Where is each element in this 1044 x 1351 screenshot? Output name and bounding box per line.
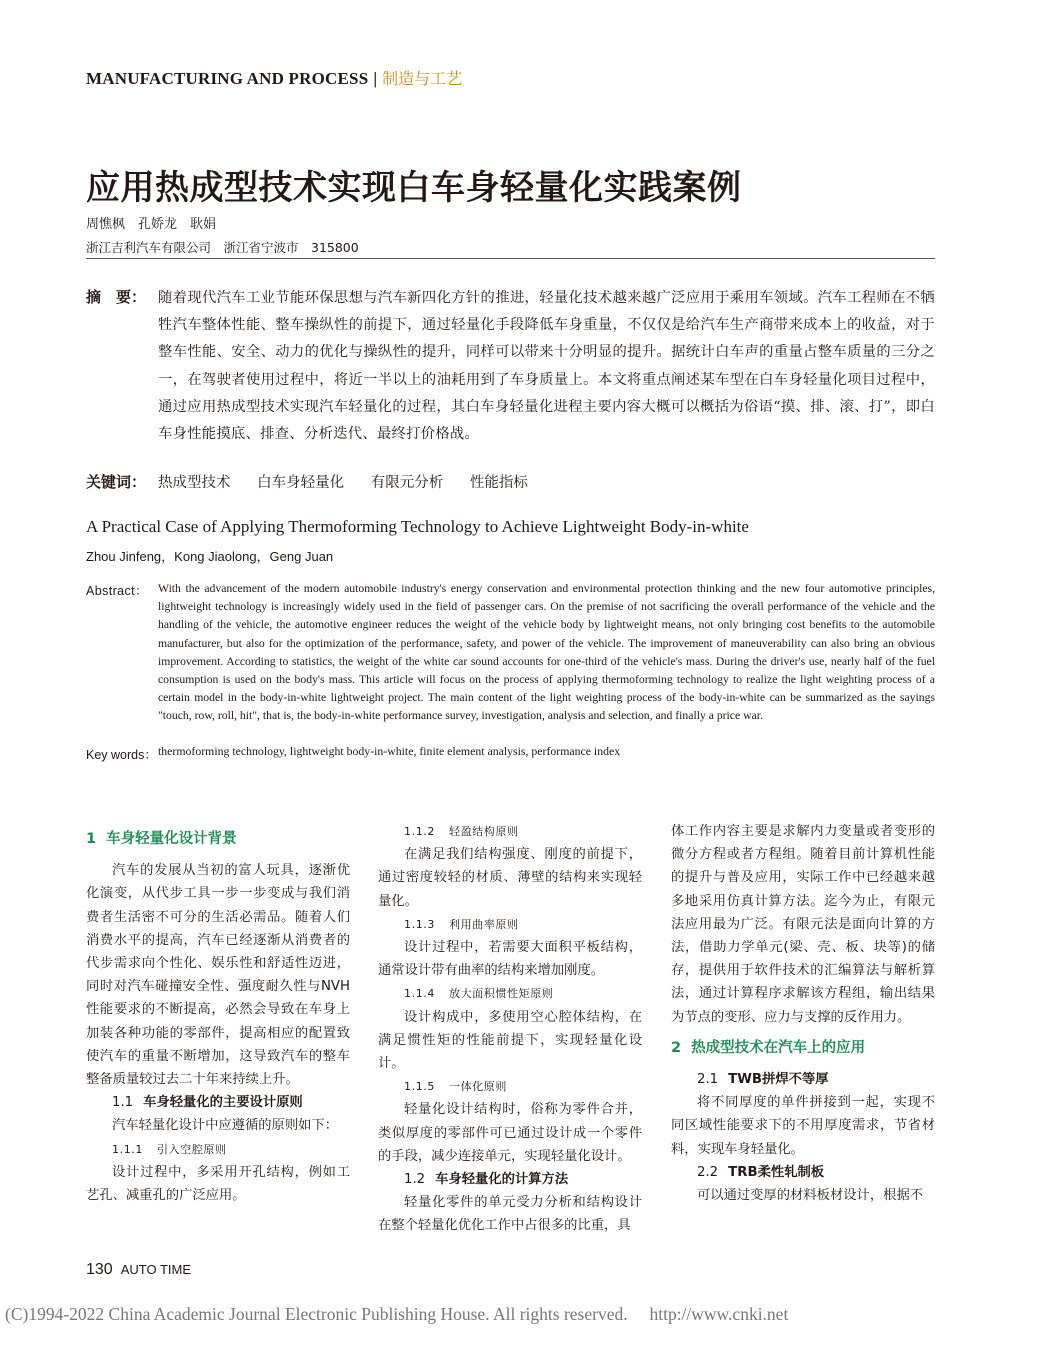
section-heading: 1 车身轻量化设计背景	[86, 831, 237, 847]
subsubsection-heading: 1.1.1 引入空腔原则	[112, 1142, 227, 1156]
paragraph: 轻量化设计结构时，俗称为零件合并，类似厚度的零部件可已通过设计成一个零件的手段，减少连接单元，实现轻量化设计。	[378, 1102, 642, 1164]
header-rule	[86, 258, 935, 259]
subsection-heading: 2.2 TRB柔性轧制板	[697, 1164, 825, 1180]
article-authors-en: Zhou Jinfeng，Kong Jiaolong，Geng Juan	[86, 549, 334, 564]
keyword-cn: 白车身轻量化	[257, 475, 345, 491]
subsection-heading: 1.2 车身轻量化的计算方法	[404, 1172, 569, 1188]
paragraph: 体工作内容主要是求解内力变量或者变形的微分方程或者方程组。随着目前计算机性能的提升与普及应用，实际工作中已经越来越多地采用仿真计算方法。迄今为止，有限元法应用最为广泛。有限元法是面向计算的方法，借助力学单元(梁、壳、板、块等)的储存，提供用于软件技术的汇编算法与解析算法，通过计算程序求解该方程组，输出结果为节点的变形、应力与支撑的反作用力。	[671, 824, 935, 1025]
abstract-en-label: Abstract：	[86, 584, 148, 598]
subsubsection-heading: 1.1.5 一体化原则	[404, 1080, 507, 1094]
paragraph: 汽车轻量化设计中应遵循的原则如下：	[112, 1118, 339, 1134]
keyword-cn: 性能指标	[469, 475, 528, 491]
keywords-en: thermoforming technology, lightweight body-in-white, finite element analysis, performance index	[158, 744, 621, 758]
article-authors: 周憔枫 孔娇龙 耿娟	[86, 217, 217, 232]
journal-name: AUTO TIME	[120, 1262, 192, 1277]
subsection-heading: 2.1 TWB拼焊不等厚	[697, 1072, 829, 1088]
section-name-cn: 制造与工艺	[382, 69, 463, 88]
subsubsection-heading: 1.1.3 利用曲率原则	[404, 917, 519, 931]
paragraph: 将不同厚度的单件拼接到一起，实现不同区域性能要求下的不用厚度需求，节省材料，实现车身轻量化。	[671, 1095, 935, 1157]
section-name-en: MANUFACTURING AND PROCESS	[86, 69, 369, 88]
article-title-en: A Practical Case of Applying Thermoforming Technology to Achieve Lightweight Body-in-white	[86, 517, 749, 536]
article-affiliation: 浙江吉利汽车有限公司 浙江省宁波市 315800	[86, 240, 359, 255]
paragraph: 设计过程中，若需要大面积平板结构，通常设计带有曲率的结构来增加刚度。	[378, 940, 642, 979]
paragraph: 设计过程中，多采用开孔结构，例如工艺孔、减重孔的广泛应用。	[86, 1164, 350, 1204]
subsubsection-heading: 1.1.4 放大面积惯性矩原则	[404, 987, 554, 1001]
section-heading: 2 热成型技术在汽车上的应用	[671, 1039, 866, 1056]
abstract-en-text: With the advancement of the modern automobile industry's energy conservation and environmental protection thinking and the new four automotive principles, lightweight technology is increasingly widely used in the field of passenger cars. On the premise of not sacrificing the overall performance of the vehicle and the handling of the vehicle, the automotive engineer reduces the weight of the vehicle body by lightweight means, not only bringing cost benefits to the automobile manufacturer, but also for the optimization of the performance, safety, and power of the vehicle. The improvement of maneuverability can also bring an obvious improvement. According to statistics, the weight of the white car sound accounts for one-third of the vehicle's mass. During the driver's use, nearly half of the fuel consumption is used on the body's mass. This article will focus on the process of applying thermoforming technology to realize the light weighting process of a certain model in the body-in-white lightweight project. The main content of the light weighting process of the body-in-white can be summarized as the sayings "touch, row, roll, hit", that is, the body-in-white performance survey, investigation, analysis and selection, and finally a price war.	[158, 582, 935, 723]
keyword-cn: 热成型技术	[158, 475, 231, 491]
article-title: 应用热成型技术实现白车身轻量化实践案例	[86, 168, 742, 208]
copyright-notice: (C)1994-2022 China Academic Journal Electronic Publishing House. All rights reserved. http://www.cnki.net	[5, 1304, 789, 1324]
keywords-cn-label: 关键词：	[86, 473, 147, 491]
subsection-heading: 1.1 车身轻量化的主要设计原则	[112, 1095, 303, 1111]
keyword-cn: 有限元分析	[370, 475, 444, 491]
abstract-cn-label: 摘 要：	[86, 288, 147, 306]
paragraph: 可以通过变厚的材料板材设计，根据不	[697, 1188, 924, 1204]
paragraph: 轻量化零件的单元受力分析和结构设计在整个轻量化优化工作中占很多的比重，具	[378, 1195, 642, 1234]
page-number: 130	[86, 1261, 113, 1278]
paragraph: 设计构成中，多使用空心腔体结构，在满足惯性矩的性能前提下，实现轻量化设计。	[378, 1009, 642, 1072]
keywords-cn	[158, 471, 550, 492]
subsubsection-heading: 1.1.2 轻盈结构原则	[404, 825, 519, 838]
header-separator: |	[373, 69, 378, 88]
paragraph: 在满足我们结构强度、刚度的前提下，通过密度较轻的材质、薄壁的结构来实现轻量化。	[378, 847, 642, 909]
running-header	[86, 66, 462, 89]
keywords-en-label: Key words：	[86, 748, 157, 762]
abstract-cn-text: 随着现代汽车工业节能环保思想与汽车新四化方针的推进，轻量化技术越来越广泛应用于乘用车领域。汽车工程师在不牺牲汽车整体性能、整车操纵性的前提下，通过轻量化手段降低车身重量，不仅仅是给汽车生产商带来成本上的收益，对于整车性能、安全、动力的优化与操纵性的提升，同样可以带来十分明显的提升。据统计白车声的重量占整车质量的三分之一，在驾驶者使用过程中，将近一半以上的油耗用到了车身质量上。本文将重点阐述某车型在白车身轻量化项目过程中，通过应用热成型技术实现汽车轻量化的过程，其白车身轻量化进程主要内容大概可以概括为俗语“摸、排、滚、打”，即白车身性能摸底、排查、分析迭代、最终打价格战。	[158, 290, 935, 443]
body-column-2	[378, 820, 642, 1238]
body-column-1	[86, 820, 350, 1207]
page-footer	[86, 1261, 191, 1279]
body-column-3	[671, 820, 935, 1207]
paragraph: 汽车的发展从当初的富人玩具，逐渐优化演变，从代步工具一步一步变成与我们消费者生活密不可分的生活必需品。随着人们消费水平的提高，汽车已经逐渐从消费者的代步需求向个性化、娱乐性和舒适性迈进，同时对汽车碰撞安全性、强度耐久性与NVH性能要求的不断提高，必然会导致在车身上加装各种功能的零部件，提高相应的配置致使汽车的重量不断增加，这导致汽车的整车整备质量较过去二十年来持续上升。	[86, 863, 350, 1088]
